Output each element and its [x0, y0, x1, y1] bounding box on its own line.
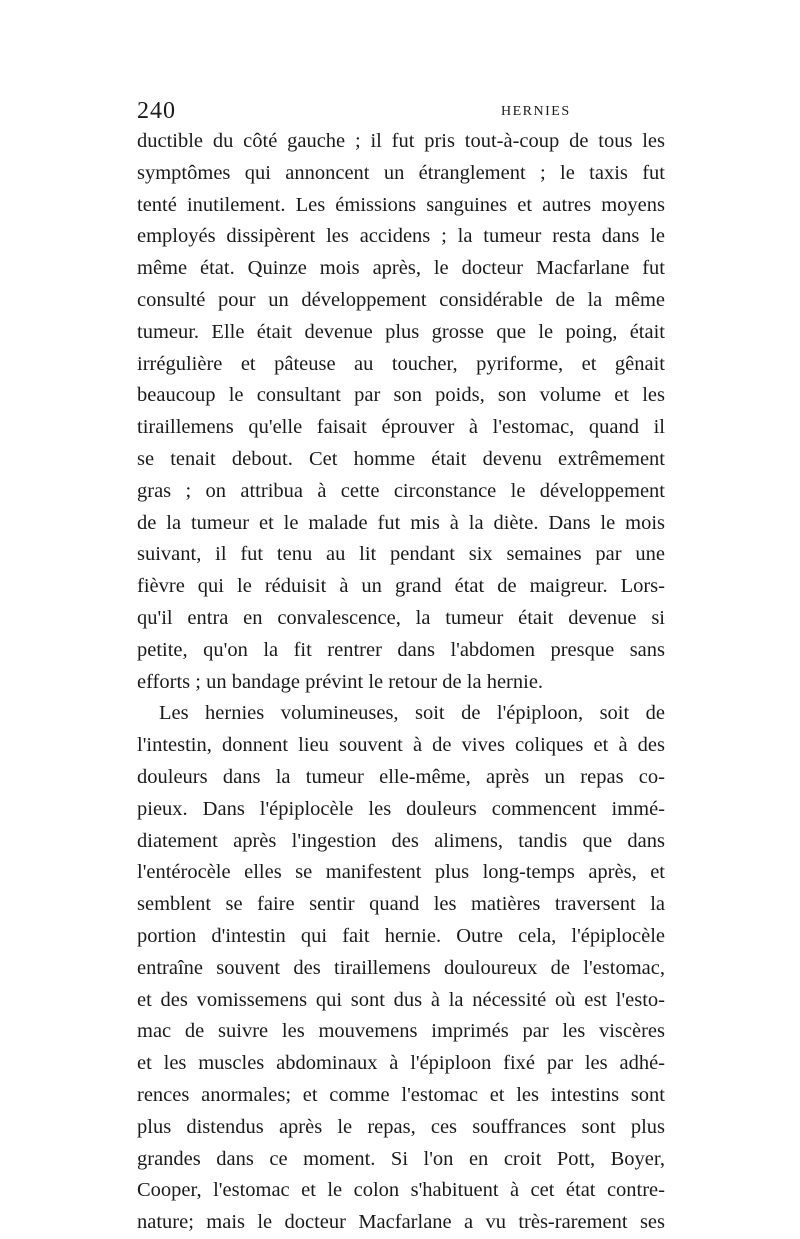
text-line: rences anormales; et comme l'estomac et les intestins sont [137, 1083, 665, 1106]
text-line: gras ; on attribua à cette circonstance le développement [137, 479, 665, 502]
text-line: symptômes qui annoncent un étranglement ; le taxis fut [137, 161, 665, 184]
text-line: nature; mais le docteur Macfarlane a vu très-rarement ses [137, 1211, 665, 1234]
text-line: semblent se faire sentir quand les matières traversent la [137, 893, 665, 916]
paragraph-end-line: efforts ; un bandage prévint le retour de la hernie. [137, 670, 544, 693]
text-line: même état. Quinze mois après, le docteur Macfarlane fut [137, 257, 665, 280]
text-line: tiraillemens qu'elle faisait éprouver à l'estomac, quand il [137, 416, 665, 439]
text-line: petite, qu'on la fit rentrer dans l'abdomen presque sans [137, 638, 665, 661]
text-line: ductible du côté gauche ; il fut pris tout-à-coup de tous les [137, 130, 665, 152]
text-line: tenté inutilement. Les émissions sanguines et autres moyens [137, 193, 665, 216]
page-number: 240 [137, 98, 176, 124]
text-line: fièvre qui le réduisit à un grand état de maigreur. Lors- [137, 575, 665, 598]
text-line: beaucoup le consultant par son poids, son volume et les [137, 384, 665, 407]
text-line: portion d'intestin qui fait hernie. Outre cela, l'épiplocèle [137, 924, 665, 947]
text-line: grandes dans ce moment. Si l'on en croit Pott, Boyer, [137, 1147, 665, 1170]
text-line: plus distendus après le repas, ces souffrances sont plus [137, 1115, 665, 1138]
text-line: consulté pour un développement considérable de la même [137, 288, 665, 311]
running-title: HERNIES [501, 104, 571, 119]
text-line: douleurs dans la tumeur elle-même, après un repas co- [137, 765, 665, 788]
text-line: qu'il entra en convalescence, la tumeur était devenue si [137, 606, 665, 629]
text-line: l'entérocèle elles se manifestent plus long-temps après, et [137, 861, 665, 884]
text-line: et des vomissemens qui sont dus à la nécessité où est l'esto- [137, 988, 665, 1011]
text-line: l'intestin, donnent lieu souvent à de vives coliques et à des [137, 734, 665, 757]
text-line: et les muscles abdominaux à l'épiploon fixé par les adhé- [137, 1052, 665, 1075]
text-line: mac de suivre les mouvemens imprimés par les viscères [137, 1020, 665, 1043]
text-line: entraîne souvent des tiraillemens douloureux de l'estomac, [137, 956, 665, 979]
text-line: employés dissipèrent les accidens ; la tumeur resta dans le [137, 225, 665, 248]
text-line: diatement après l'ingestion des alimens, tandis que dans [137, 829, 665, 852]
text-line: de la tumeur et le malade fut mis à la diète. Dans le mois [137, 511, 665, 534]
running-head [137, 98, 665, 124]
text-line: irrégulière et pâteuse au toucher, pyriforme, et gênait [137, 352, 665, 375]
text-line: suivant, il fut tenu au lit pendant six semaines par une [137, 543, 665, 566]
paragraph-start-line: Les hernies volumineuses, soit de l'épiploon, soit de [159, 702, 665, 725]
text-line: Cooper, l'estomac et le colon s'habituent à cet état contre- [137, 1179, 665, 1202]
body-text [137, 126, 665, 1239]
text-line: se tenait debout. Cet homme était devenu extrêmement [137, 447, 665, 470]
text-line: pieux. Dans l'épiplocèle les douleurs commencent immé- [137, 797, 665, 820]
text-line: tumeur. Elle était devenue plus grosse que le poing, était [137, 320, 665, 343]
